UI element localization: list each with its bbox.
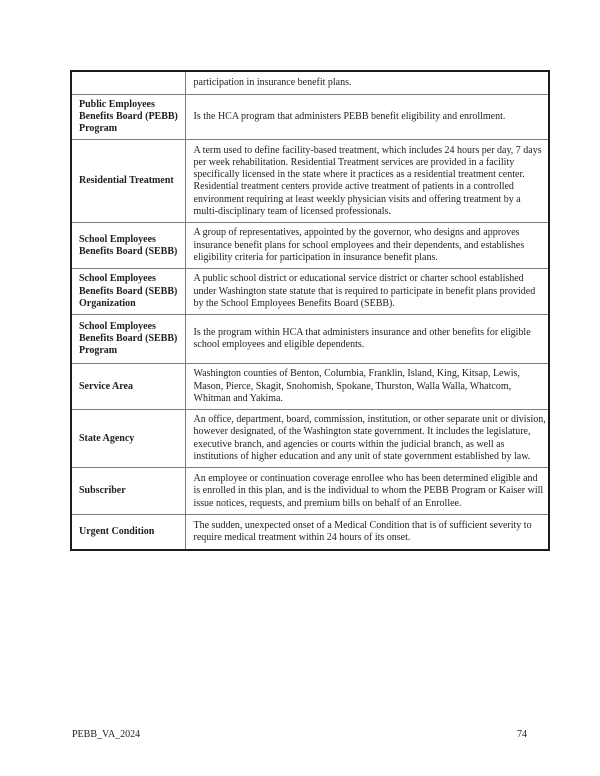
term-cell: State Agency (71, 410, 185, 468)
term-cell: School Employees Benefits Board (SEBB) (71, 223, 185, 269)
table-row (71, 515, 549, 550)
term-cell: Service Area (71, 364, 185, 410)
definition-cell: A term used to define facility-based treatment, which includes 24 hours per day, 7 days per week rehabilitation. Residential Treatment services are provided in a facility specifically licensed in the state where it practices as a residential treatment center. Residential treatment centers provide active treatment of patients in a controlled environment requiring at least weekly physician visits and offering treatment by a multi-disciplinary team of licensed professionals. (185, 140, 549, 223)
definition-cell: Is the HCA program that administers PEBB benefit eligibility and enrollment. (185, 94, 549, 140)
definition-cell: A group of representatives, appointed by the governor, who designs and approves insurance benefit plans for school employees and their dependents, and establishes eligibility criteria for participation in insurance benefit plans. (185, 223, 549, 269)
term-cell: Urgent Condition (71, 515, 185, 550)
table-row (71, 71, 549, 94)
table-row (71, 315, 549, 364)
table-row (71, 364, 549, 410)
table-row (71, 468, 549, 515)
definition-cell: A public school district or educational service district or charter school established under Washington state statute that is required to participate in benefit plans provided by the School Employees Benefits Board (SEBB). (185, 269, 549, 315)
definitions-table (70, 70, 550, 551)
definition-cell: Is the program within HCA that administers insurance and other benefits for eligible school employees and eligible dependents. (185, 315, 549, 364)
term-cell: Residential Treatment (71, 140, 185, 223)
definition-cell: An office, department, board, commission, institution, or other separate unit or division, however designated, of the Washington state government. It includes the legislature, executive branch, and agencies or courts within the judicial branch, as well as institutions of higher education and any unit of state government established by law. (185, 410, 549, 468)
definition-cell: An employee or continuation coverage enrollee who has been determined eligible and is enrolled in this plan, and is the individual to whom the PEBB Program or Kaiser will issue notices, requests, and premium bills on behalf of an Enrollee. (185, 468, 549, 515)
table-row (71, 94, 549, 140)
term-cell: School Employees Benefits Board (SEBB) Organization (71, 269, 185, 315)
table-row (71, 223, 549, 269)
footer-page-number: 74 (517, 729, 527, 740)
definition-cell: The sudden, unexpected onset of a Medical Condition that is of sufficient severity to require medical treatment within 24 hours of its onset. (185, 515, 549, 550)
term-cell: Public Employees Benefits Board (PEBB) Program (71, 94, 185, 140)
term-cell: Subscriber (71, 468, 185, 515)
footer-document-id: PEBB_VA_2024 (72, 729, 141, 740)
table-row (71, 140, 549, 223)
definition-cell: participation in insurance benefit plans. (185, 71, 549, 94)
table-row (71, 269, 549, 315)
term-cell (71, 71, 185, 94)
definition-cell: Washington counties of Benton, Columbia, Franklin, Island, King, Kitsap, Lewis, Mason, Pierce, Skagit, Snohomish, Spokane, Thurston, Walla Walla, Whatcom, Whitman and Yakima. (185, 364, 549, 410)
term-cell: School Employees Benefits Board (SEBB) Program (71, 315, 185, 364)
table-row (71, 410, 549, 468)
